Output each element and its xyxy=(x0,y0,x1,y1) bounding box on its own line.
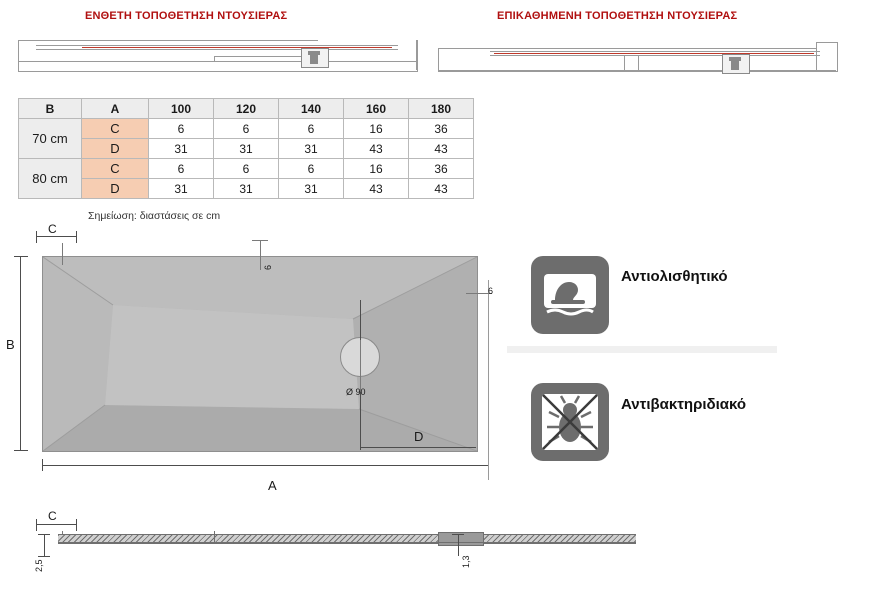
badge-anti-slip xyxy=(531,256,609,334)
dim-c-profile-line xyxy=(36,524,76,525)
cell-value: 31 xyxy=(149,139,214,159)
row-type-c: C xyxy=(82,119,149,139)
cell-value: 43 xyxy=(344,179,409,199)
cell-value: 31 xyxy=(149,179,214,199)
cell-value: 31 xyxy=(214,139,279,159)
section-drawing-recessed xyxy=(18,34,418,76)
label-anti-bacterial: Αντιβακτηριδιακό xyxy=(621,396,747,413)
cell-value: 31 xyxy=(279,139,344,159)
badge-anti-bacterial xyxy=(531,383,609,461)
label-25-profile: 2,5 xyxy=(34,559,44,572)
dim-b-line xyxy=(20,256,21,450)
shower-tray-plan xyxy=(42,256,478,452)
anti-slip-icon xyxy=(531,256,609,334)
dim-c-line xyxy=(36,236,76,237)
label-c-profile: C xyxy=(48,509,57,523)
cell-value: 6 xyxy=(279,159,344,179)
table-row xyxy=(19,159,474,179)
label-drain-diameter: Ø 90 xyxy=(346,387,366,397)
header-120: 120 xyxy=(214,99,279,119)
dimensions-table xyxy=(18,98,474,199)
header-180: 180 xyxy=(409,99,474,119)
cell-value: 6 xyxy=(149,159,214,179)
label-b-plan: B xyxy=(6,337,15,352)
label-6-edge: 6 xyxy=(488,286,494,296)
label-c-plan: C xyxy=(48,222,57,236)
table-row xyxy=(19,119,474,139)
row-type-d: D xyxy=(82,179,149,199)
cell-value: 16 xyxy=(344,159,409,179)
dim-13-line xyxy=(458,534,459,556)
dim-25-tick-bottom xyxy=(38,556,50,557)
dim-25-tick-top xyxy=(38,534,50,535)
dim-13-tick-top xyxy=(452,534,464,535)
cell-value: 36 xyxy=(409,159,474,179)
header-100: 100 xyxy=(149,99,214,119)
cell-value: 6 xyxy=(214,159,279,179)
header-b: B xyxy=(19,99,82,119)
cell-value: 43 xyxy=(409,179,474,199)
cell-value: 36 xyxy=(409,119,474,139)
cell-value: 16 xyxy=(344,119,409,139)
row-label-70cm: 70 cm xyxy=(19,119,82,159)
dim-a-line xyxy=(42,465,488,466)
cell-value: 31 xyxy=(214,179,279,199)
dim-25-line xyxy=(44,534,45,556)
cell-value: 6 xyxy=(214,119,279,139)
profile-view xyxy=(18,500,658,590)
dim-inner-6-tick xyxy=(252,240,268,241)
dim-c-tick-right xyxy=(76,231,77,243)
profile-bottom-line xyxy=(58,542,636,543)
header-a: A xyxy=(82,99,149,119)
cell-value: 43 xyxy=(409,139,474,159)
dim-a-tick-left xyxy=(42,459,43,471)
dim-b-tick-bottom xyxy=(14,450,28,451)
dim-a-extension xyxy=(488,280,489,480)
dim-c-tick-left xyxy=(36,231,37,243)
table-row xyxy=(19,139,474,159)
row-label-80cm: 80 cm xyxy=(19,159,82,199)
table-row xyxy=(19,179,474,199)
anti-bacterial-icon xyxy=(531,383,609,461)
title-recessed-installation: ΕΝΘΕΤΗ ΤΟΠΟΘΕΤΗΣΗ ΝΤΟΥΣΙΕΡΑΣ xyxy=(85,10,288,22)
row-type-d: D xyxy=(82,139,149,159)
dim-d-line xyxy=(360,447,476,448)
divider xyxy=(507,346,777,353)
dim-diameter-leader xyxy=(360,340,361,392)
table-note: Σημείωση: διαστάσεις σε cm xyxy=(88,210,221,222)
dim-b-tick-top xyxy=(14,256,28,257)
dim-c-leader xyxy=(62,243,63,265)
label-d-plan: D xyxy=(414,429,424,444)
dim-c-profile-tick-right xyxy=(76,519,77,531)
table-header-row xyxy=(19,99,474,119)
cell-value: 31 xyxy=(279,179,344,199)
cell-value: 6 xyxy=(149,119,214,139)
section-drawing-surface xyxy=(438,34,838,76)
header-140: 140 xyxy=(279,99,344,119)
label-a-plan: A xyxy=(268,478,277,493)
cell-value: 6 xyxy=(279,119,344,139)
dim-c-profile-tick-left xyxy=(36,519,37,531)
label-anti-slip: Αντιολισθητικό xyxy=(621,268,728,285)
dim-inner-6-line xyxy=(260,240,261,270)
cell-value: 43 xyxy=(344,139,409,159)
tray-surface-facets xyxy=(43,257,477,451)
header-160: 160 xyxy=(344,99,409,119)
label-13-profile: 1,3 xyxy=(461,555,471,568)
title-surface-installation: ΕΠΙΚΑΘΗΜΕΝΗ ΤΟΠΟΘΕΤΗΣΗ ΝΤΟΥΣΙΕΡΑΣ xyxy=(497,10,738,22)
label-6-inner: 6 xyxy=(263,264,273,270)
row-type-c: C xyxy=(82,159,149,179)
